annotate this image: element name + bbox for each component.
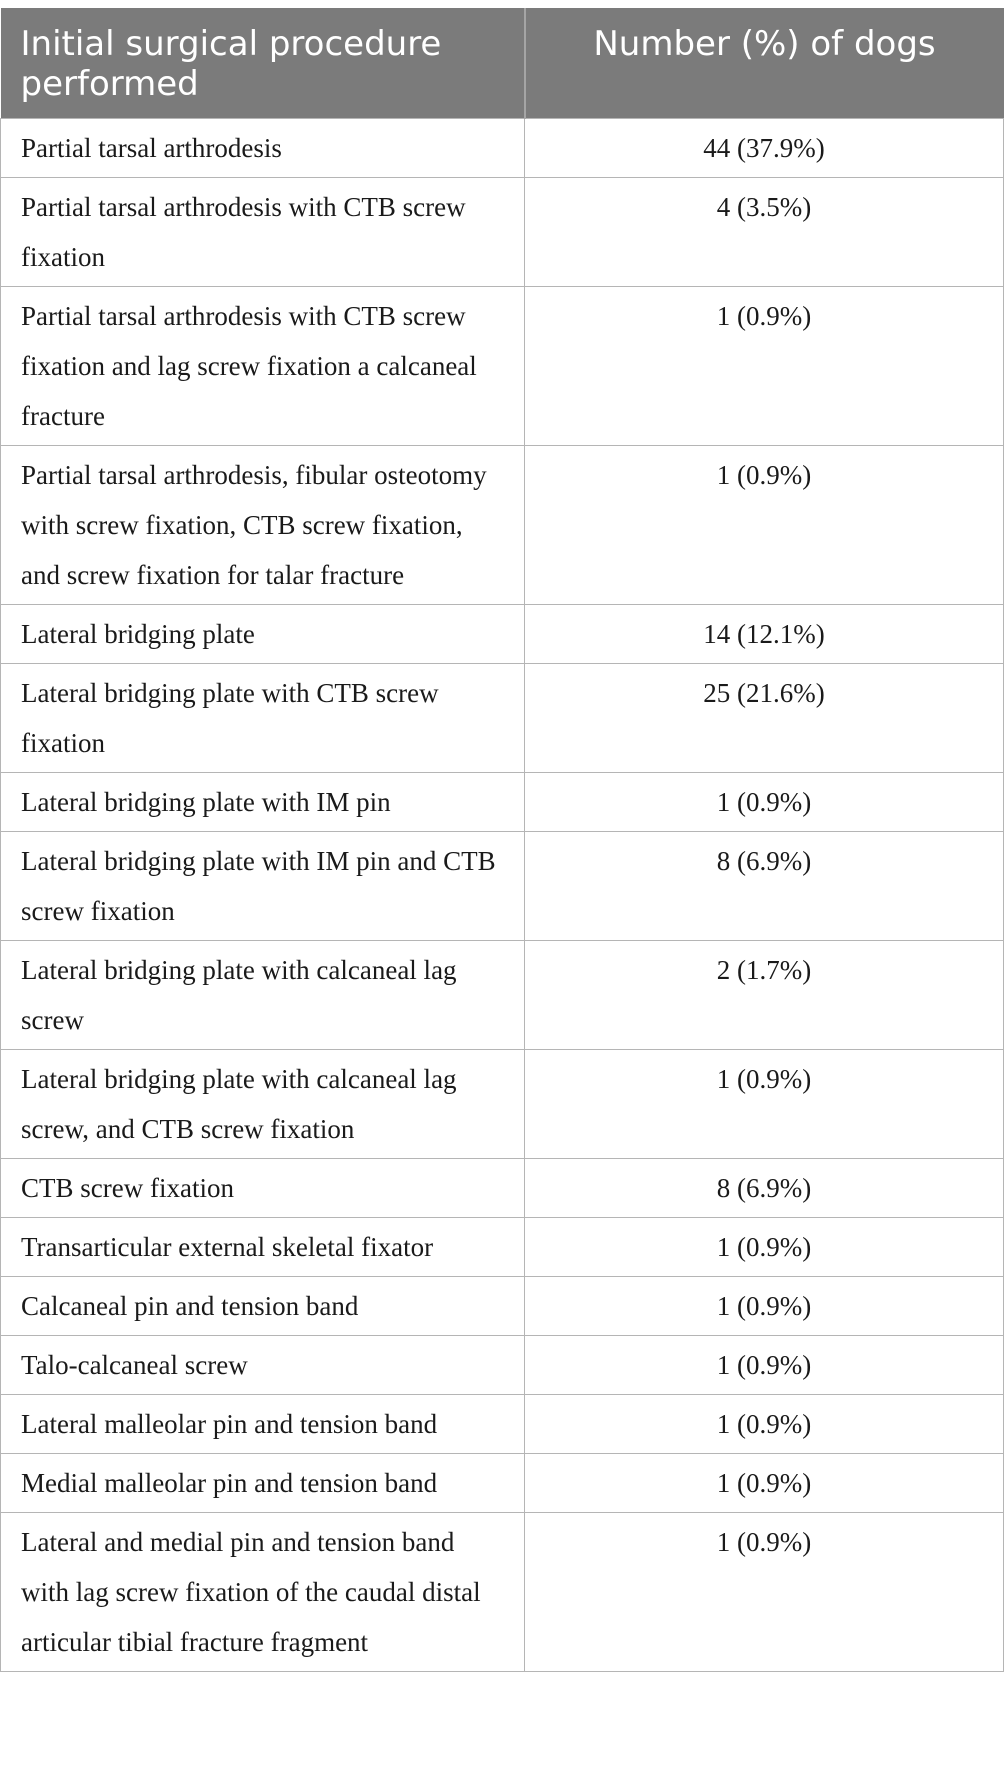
- count-cell: 1 (0.9%): [525, 773, 1004, 832]
- table-row: [1, 287, 1004, 446]
- table-row: [1, 605, 1004, 664]
- table-row: [1, 1454, 1004, 1513]
- count-cell: 1 (0.9%): [525, 1218, 1004, 1277]
- procedure-cell: Lateral bridging plate with IM pin and CTB screw fixation: [1, 832, 525, 941]
- count-cell: 4 (3.5%): [525, 178, 1004, 287]
- table-row: [1, 832, 1004, 941]
- header-procedure: Initial surgical procedure performed: [1, 8, 525, 119]
- count-cell: 2 (1.7%): [525, 941, 1004, 1050]
- table-row: [1, 119, 1004, 178]
- count-cell: 1 (0.9%): [525, 287, 1004, 446]
- procedures-table-container: [0, 8, 1003, 1672]
- count-cell: 1 (0.9%): [525, 1395, 1004, 1454]
- procedure-cell: Lateral and medial pin and tension band with lag screw fixation of the caudal distal articular tibial fracture fragment: [1, 1513, 525, 1672]
- count-cell: 8 (6.9%): [525, 1159, 1004, 1218]
- table-body: [1, 119, 1004, 1672]
- header-row: [1, 8, 1004, 119]
- procedures-table: [0, 8, 1004, 1672]
- count-cell: 8 (6.9%): [525, 832, 1004, 941]
- table-row: [1, 1050, 1004, 1159]
- count-cell: 1 (0.9%): [525, 1277, 1004, 1336]
- table-row: [1, 1513, 1004, 1672]
- count-cell: 1 (0.9%): [525, 1336, 1004, 1395]
- table-row: [1, 1336, 1004, 1395]
- header-number-of-dogs: Number (%) of dogs: [525, 8, 1004, 119]
- table-row: [1, 446, 1004, 605]
- table-row: [1, 941, 1004, 1050]
- table-row: [1, 664, 1004, 773]
- table-row: [1, 1159, 1004, 1218]
- table-row: [1, 773, 1004, 832]
- procedure-cell: CTB screw fixation: [1, 1159, 525, 1218]
- procedure-cell: Partial tarsal arthrodesis: [1, 119, 525, 178]
- table-row: [1, 178, 1004, 287]
- procedure-cell: Lateral bridging plate with IM pin: [1, 773, 525, 832]
- procedure-cell: Lateral bridging plate with calcaneal lag screw: [1, 941, 525, 1050]
- procedure-cell: Calcaneal pin and tension band: [1, 1277, 525, 1336]
- procedure-cell: Lateral malleolar pin and tension band: [1, 1395, 525, 1454]
- table-row: [1, 1218, 1004, 1277]
- count-cell: 1 (0.9%): [525, 446, 1004, 605]
- procedure-cell: Talo-calcaneal screw: [1, 1336, 525, 1395]
- table-row: [1, 1395, 1004, 1454]
- procedure-cell: Lateral bridging plate with calcaneal lag screw, and CTB screw fixation: [1, 1050, 525, 1159]
- procedure-cell: Lateral bridging plate with CTB screw fixation: [1, 664, 525, 773]
- count-cell: 1 (0.9%): [525, 1513, 1004, 1672]
- procedure-cell: Partial tarsal arthrodesis, fibular osteotomy with screw fixation, CTB screw fixation, and screw fixation for talar fracture: [1, 446, 525, 605]
- count-cell: 14 (12.1%): [525, 605, 1004, 664]
- procedure-cell: Partial tarsal arthrodesis with CTB screw fixation: [1, 178, 525, 287]
- table-header: [1, 8, 1004, 119]
- count-cell: 1 (0.9%): [525, 1050, 1004, 1159]
- procedure-cell: Medial malleolar pin and tension band: [1, 1454, 525, 1513]
- procedure-cell: Transarticular external skeletal fixator: [1, 1218, 525, 1277]
- table-row: [1, 1277, 1004, 1336]
- count-cell: 1 (0.9%): [525, 1454, 1004, 1513]
- procedure-cell: Lateral bridging plate: [1, 605, 525, 664]
- count-cell: 44 (37.9%): [525, 119, 1004, 178]
- count-cell: 25 (21.6%): [525, 664, 1004, 773]
- procedure-cell: Partial tarsal arthrodesis with CTB screw fixation and lag screw fixation a calcaneal fracture: [1, 287, 525, 446]
